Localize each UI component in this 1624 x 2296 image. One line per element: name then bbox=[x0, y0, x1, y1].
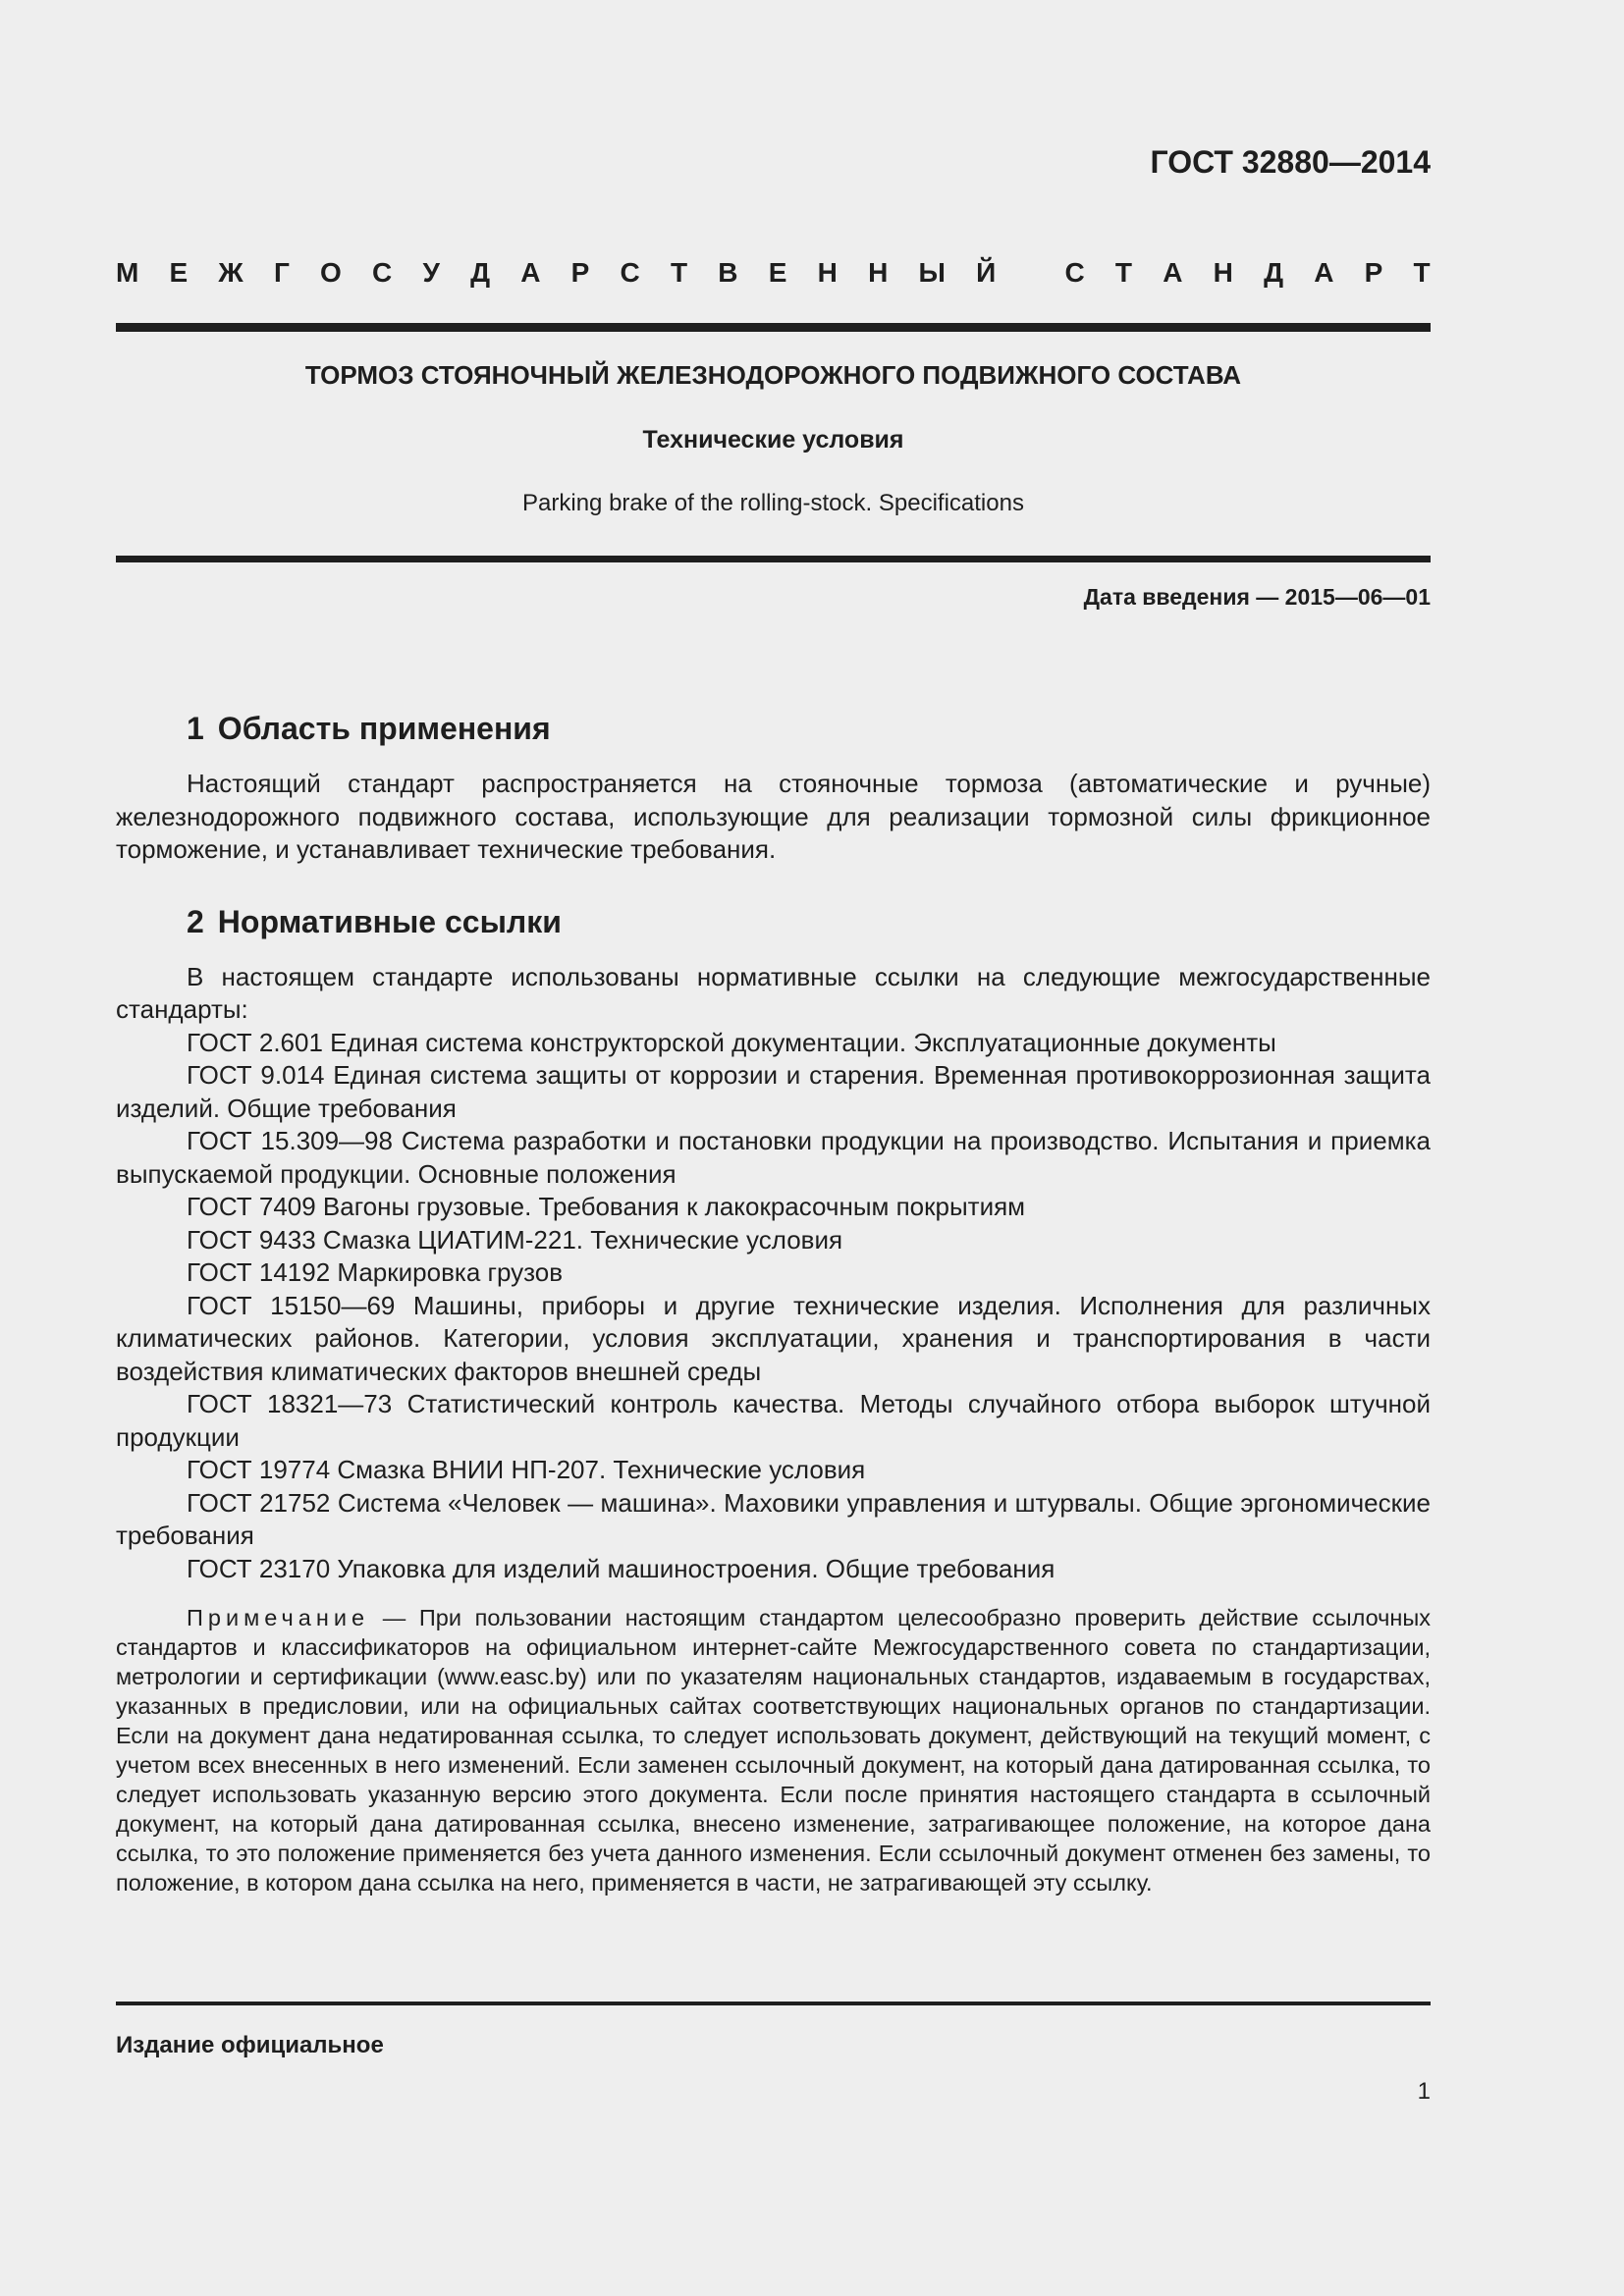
document-subtitle: Технические условия bbox=[642, 426, 904, 454]
interstate-letter: А bbox=[520, 257, 541, 288]
interstate-letter: С bbox=[1064, 257, 1085, 288]
header-rule-bottom bbox=[116, 556, 1431, 562]
page-number: 1 bbox=[1417, 2078, 1431, 2105]
section-2-intro: В настоящем стандарте использованы нормативные ссылки на следующие межгосударственные стандарты: bbox=[116, 961, 1431, 1024]
reference-item: ГОСТ 23170 Упаковка для изделий машиностроения. Общие требования bbox=[187, 1553, 1056, 1583]
interstate-letter: С bbox=[620, 257, 640, 288]
section-1-title: Область применения bbox=[217, 711, 551, 746]
reference-item: ГОСТ 7409 Вагоны грузовые. Требования к лакокрасочным покрытиям bbox=[187, 1192, 1026, 1221]
interstate-letter: С bbox=[372, 257, 393, 288]
interstate-letter: Й bbox=[976, 257, 997, 288]
reference-item: ГОСТ 15.309—98 Система разработки и постановки продукции на производство. Испытания и приемка выпускаемой продукции. Основные положения bbox=[116, 1126, 1431, 1189]
interstate-letter: Н bbox=[1213, 257, 1233, 288]
reference-item: ГОСТ 14192 Маркировка грузов bbox=[187, 1257, 564, 1287]
interstate-letter: Н bbox=[817, 257, 838, 288]
interstate-letter: Д bbox=[1264, 257, 1284, 288]
note-paragraph bbox=[116, 1603, 1431, 1897]
section-1-heading bbox=[187, 709, 1431, 748]
section-1-text: Настоящий стандарт распространяется на стояночные тормоза (автоматические и ручные) железнодорожного подвижного состава, использующие для реализации тормозной силы фрикционное торможение, и устанавливает технические требования. bbox=[116, 769, 1431, 864]
reference-item: ГОСТ 15150—69 Машины, приборы и другие технические изделия. Исполнения для различных климатических районов. Категории, условия эксплуатации, хранения и транспортирования в части воздействия климатических факторов внешней среды bbox=[116, 1290, 1431, 1386]
reference-item: ГОСТ 19774 Смазка ВНИИ НП-207. Технические условия bbox=[187, 1455, 866, 1484]
interstate-standard-label bbox=[116, 257, 1431, 289]
english-title: Parking brake of the rolling-stock. Specifications bbox=[522, 490, 1024, 516]
interstate-letter: Н bbox=[868, 257, 889, 288]
interstate-letter: Т bbox=[1413, 257, 1431, 288]
interstate-letter: У bbox=[422, 257, 440, 288]
interstate-letter: Г bbox=[273, 257, 290, 288]
note-label: Примечание bbox=[187, 1605, 370, 1630]
header-rule-top bbox=[116, 323, 1431, 332]
interstate-letter: Ы bbox=[918, 257, 946, 288]
interstate-letter: Т bbox=[670, 257, 688, 288]
document-title: ТОРМОЗ СТОЯНОЧНЫЙ ЖЕЛЕЗНОДОРОЖНОГО ПОДВИЖНОГО СОСТАВА bbox=[304, 360, 1242, 390]
reference-item: ГОСТ 9433 Смазка ЦИАТИМ-221. Технические условия bbox=[187, 1224, 843, 1255]
interstate-letter: Е bbox=[169, 257, 189, 288]
section-2-number: 2 bbox=[187, 903, 204, 939]
note-text: — При пользовании настоящим стандартом целесообразно проверить действие ссылочных стандартов и классификаторов на официальном интернет-сайте Межгосударственного совета по стандартизации, метрологии и сертификации (www.easc.by) или по указателям национальных стандартов, издаваемым в государствах, указанных в предисловии, или на официальных сайтах соответствующих национальных органов по стандартизации. Если на документ дана недатированная ссылка, то следует использовать документ, действующий на текущий момент, с учетом всех внесенных в него изменений. Если заменен ссылочный документ, на который дана датированная ссылка, то следует использовать указанную версию этого документа. Если после принятия настоящего стандарта в ссылочный документ, на который дана датированная ссылка, внесено изменение, затрагивающее положение, на которое дана ссылка, то это положение применяется без учета данного изменения. Если ссылочный документ отменен без замены, то положение, в котором дана ссылка на него, применяется в части, не затрагивающей эту ссылку. bbox=[116, 1605, 1431, 1896]
reference-item: ГОСТ 9.014 Единая система защиты от коррозии и старения. Временная противокоррозионная защита изделий. Общие требования bbox=[116, 1060, 1431, 1123]
interstate-letter: В bbox=[718, 257, 738, 288]
interstate-letter: Ж bbox=[218, 257, 244, 288]
edition-label: Издание официальное bbox=[116, 2032, 384, 2058]
footer-rule bbox=[116, 2002, 1431, 2005]
standard-number: ГОСТ 32880—2014 bbox=[1150, 144, 1431, 180]
document-body bbox=[116, 709, 1431, 1897]
interstate-letter: Р bbox=[1364, 257, 1383, 288]
reference-item: ГОСТ 21752 Система «Человек — машина». Маховики управления и штурвалы. Общие эргономические требования bbox=[116, 1487, 1431, 1550]
interstate-letter: Е bbox=[768, 257, 787, 288]
interstate-letter: Т bbox=[1114, 257, 1132, 288]
section-2-heading bbox=[187, 902, 1431, 941]
section-1-number: 1 bbox=[187, 711, 204, 746]
reference-item: ГОСТ 18321—73 Статистический контроль качества. Методы случайного отбора выборок штучной продукции bbox=[116, 1389, 1431, 1452]
interstate-letter: А bbox=[1163, 257, 1183, 288]
interstate-letter: О bbox=[320, 257, 342, 288]
interstate-letter: М bbox=[116, 257, 139, 288]
interstate-letter: Д bbox=[470, 257, 491, 288]
interstate-letter: А bbox=[1314, 257, 1334, 288]
interstate-letter bbox=[1026, 257, 1034, 289]
interstate-letter: Р bbox=[570, 257, 590, 288]
section-2-title: Нормативные ссылки bbox=[217, 903, 562, 939]
reference-item: ГОСТ 2.601 Единая система конструкторской документации. Эксплуатационные документы bbox=[187, 1027, 1276, 1057]
introduction-date: Дата введения — 2015—06—01 bbox=[1083, 584, 1431, 610]
